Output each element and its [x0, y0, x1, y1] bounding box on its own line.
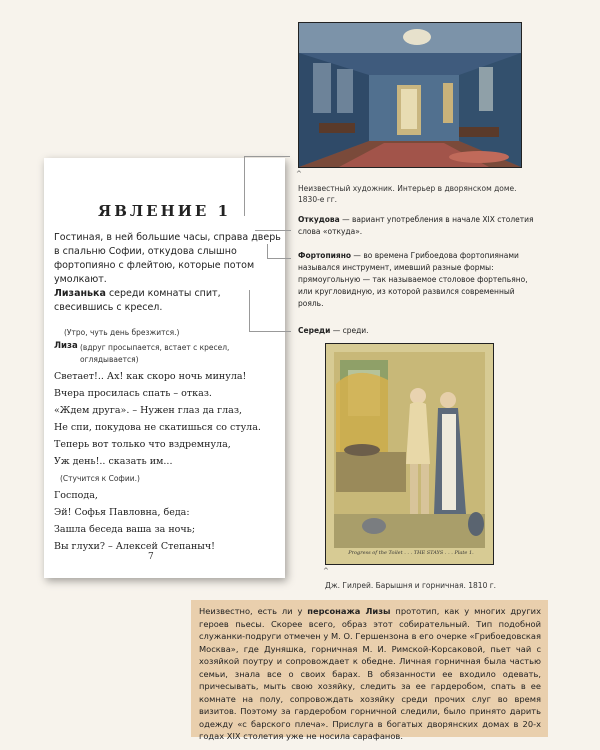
verse-line: Эй! Софья Павловна, беда: — [54, 507, 190, 518]
connector-line — [244, 156, 290, 157]
remark-morning: (Утро, чуть день брезжится.) — [64, 328, 180, 337]
caret-icon: ^ — [296, 170, 302, 178]
connector-line — [267, 258, 291, 259]
verse-line: Уж день!.. сказать им... — [54, 456, 173, 467]
note-otkudova: Откудова — вариант употребления в начале XIX столетия слова «откуда». — [298, 215, 534, 236]
stage-direction — [54, 231, 282, 315]
connector-line — [249, 290, 250, 331]
connector-line — [255, 230, 291, 231]
character-lizanka: Лизанька — [54, 288, 106, 299]
verse-line: Вы глухи? – Алексей Степаныч! — [54, 541, 215, 552]
caret-icon: ^ — [323, 567, 329, 575]
speaker-remark: (вдруг просыпается, встает с кресел, оглядывается) — [80, 343, 230, 364]
verse-line: Не спи, покудова не скатишься со стула. — [54, 422, 261, 433]
note-seredi: Середи — среди. — [298, 326, 369, 335]
speaker-name: Лиза — [54, 341, 78, 351]
connector-line — [249, 331, 291, 332]
verse-line: Вчера просилась спать – отказ. — [54, 388, 212, 399]
commentary-box — [191, 600, 548, 741]
stage-direction-rest: середи комнаты спит, свесившись с кресел. — [54, 288, 221, 313]
play-text-sheet — [44, 158, 285, 578]
verse-line: Господа, — [54, 490, 98, 501]
verse-line: Светает!.. Ах! как скоро ночь минула! — [54, 371, 247, 382]
verse-line: Зашла беседа ваша за ночь; — [54, 524, 196, 535]
caption-interior: Неизвестный художник. Интерьер в дворянском доме. 1830-е гг. — [298, 184, 517, 204]
scene-title: ЯВЛЕНИЕ 1 — [97, 202, 232, 220]
commentary-text: Неизвестно, есть ли у персонажа Лизы прототип, как у многих других героев пьесы. Скорее всего, образ этот собирательный. Тип подобной служанки-подруги отмечен у М. О. Гершензона в его очерке «Грибоедовская Москва», где Дуняшка, горничная М. И. Римской-Корсаковой, пьет чай с хозяйкой поутру и сопровождает к обедне. Личная горничная была частью семьи, знала все о своих барах. В обязанности ее входило одевать, причесывать, мыть свою хозяйку, следить за ее гардеробом, спать в ее комнате на полу, сопровождать хозяйку среди прочих слуг во время визитов. Поэтому за гардеробом горничной следили, было принято дарить одежду «с барского плеча». Прислуга в богатых дворянских домах в 20-х годах XIX столетия уже не носила сарафанов. — [199, 606, 541, 741]
interior-painting — [298, 22, 522, 168]
gillray-engraving — [325, 343, 494, 565]
stage-direction-text: Гостиная, в ней большие часы, справа дверь в спальню Софии, откудова слышно фортопияно с флейтою, которые потом умолкают. — [54, 232, 281, 285]
remark-knock: (Стучится к Софии.) — [60, 474, 140, 483]
caption-engraving: Дж. Гилрей. Барышня и горничная. 1810 г. — [325, 581, 497, 590]
connector-line — [244, 156, 291, 216]
verse-line: «Ждем друга». – Нужен глаз да глаз, — [54, 405, 243, 416]
note-fortopiyano: Фортопияно — во времена Грибоедова фортопиянами назывался инструмент, имевший разные формы: прямоугольную — так называемое столовое фортепьяно, или кругловидную, из которой развился современный рояль. — [298, 251, 528, 308]
engraving-title: Progress of the Toilet . . . THE STAYS . . . Plate 1. — [348, 550, 474, 556]
page-number: 7 — [148, 552, 154, 562]
connector-line — [267, 244, 268, 258]
verse-line: Теперь вот только что вздремнула, — [54, 439, 231, 450]
